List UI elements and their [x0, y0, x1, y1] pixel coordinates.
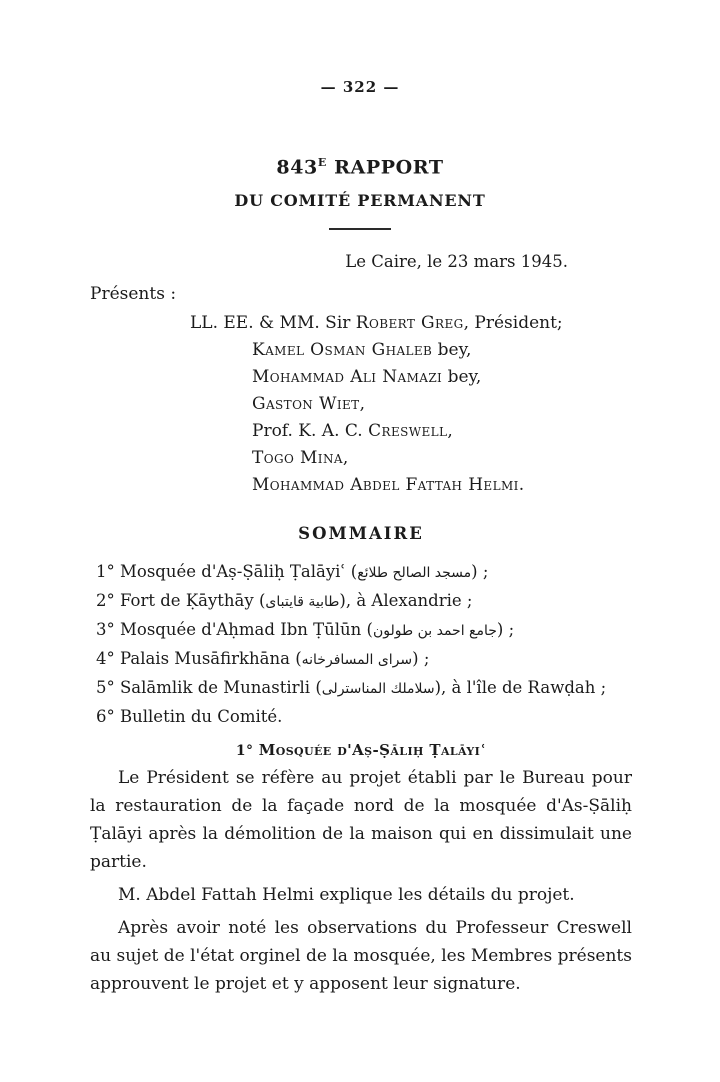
sommaire-item — [96, 703, 632, 732]
paragraph: Le Président se réfère au projet établi par le Bureau pour la restauration de la façade nord de la mosquée d'As-Ṣāliḥ Ṭalāyi après la démolition de la maison qui en dissimulait une partie. — [90, 768, 632, 873]
item-text: Fort de Ḳāythāy ( — [120, 591, 266, 611]
sommaire-item — [96, 558, 632, 587]
sommaire-item — [96, 645, 632, 674]
attendee-name: Togo Mina — [252, 448, 343, 469]
sommaire-list — [96, 558, 632, 732]
paragraph: M. Abdel Fattah Helmi explique les détails du projet. — [118, 885, 575, 906]
item-text-after: ) ; — [412, 649, 430, 669]
section-title: Mosquée d'Aṣ-Ṣāliḥ Ṭalāyiʿ — [258, 741, 487, 760]
attendee-suffix: bey, — [442, 367, 482, 388]
sommaire-title: SOMMAIRE — [298, 524, 424, 544]
sommaire-item — [96, 587, 632, 616]
attendee-suffix: , — [447, 421, 453, 442]
page-number: — 322 — — [320, 78, 400, 96]
report-subtitle: DU COMITÉ PERMANENT — [234, 191, 486, 211]
item-number: 1° — [96, 562, 115, 582]
arabic-text: سلاملك المناسترلى — [321, 681, 435, 698]
arabic-text: طابية قايتباى — [265, 594, 340, 611]
item-text-after: ), à Alexandrie ; — [339, 591, 473, 611]
title-rest: RAPPORT — [326, 156, 444, 179]
item-number: 6° — [96, 707, 115, 727]
attendee-line — [190, 472, 632, 499]
item-text-after: ) ; — [471, 562, 489, 582]
attendee-line — [190, 418, 632, 445]
arabic-text: جامع احمد بن طولون — [373, 623, 497, 640]
attendee-name: Mohammad Ali Namazi — [252, 367, 443, 388]
section-heading — [90, 741, 632, 759]
attendee-prefix: Prof. K. A. C. — [252, 421, 369, 442]
item-number: 5° — [96, 678, 115, 698]
arabic-text: سراى المسافرخانه — [301, 652, 413, 669]
item-text-after: ) ; — [496, 620, 515, 640]
item-number: 3° — [96, 620, 115, 640]
attendee-line — [190, 364, 632, 391]
item-text: Mosquée d'Aḥmad Ibn Ṭūlūn ( — [120, 620, 373, 640]
attendee-line — [190, 310, 632, 337]
attendee-suffix: , — [359, 394, 365, 415]
report-title — [0, 156, 720, 178]
attendees-list — [190, 310, 632, 499]
item-text: Salāmlik de Munastirli ( — [120, 678, 322, 698]
attendee-name: Gaston Wiet — [252, 394, 360, 415]
paragraph: Après avoir noté les observations du Professeur Creswell au sujet de l'état orginel de la mosquée, les Membres présents approuvent le projet et y apposent leur signature. — [90, 918, 632, 995]
arabic-text: مسجد الصالح طلائع — [357, 565, 472, 582]
attendee-suffix: . — [518, 475, 525, 496]
item-number: 2° — [96, 591, 115, 611]
presents-label: Présents : — [90, 284, 177, 305]
attendee-name: Mohammad Abdel Fattah Helmi — [252, 475, 519, 496]
dateline: Le Caire, le 23 mars 1945. — [345, 252, 568, 272]
page-content — [0, 252, 720, 998]
attendee-name: Creswell — [368, 421, 448, 442]
sommaire-item — [96, 616, 632, 645]
section-number: 1° — [235, 743, 254, 760]
attendee-line — [190, 337, 632, 364]
attendee-suffix: bey, — [432, 340, 472, 361]
item-text: Mosquée d'Aṣ-Ṣāliḥ Ṭalāyiʿ ( — [120, 562, 358, 582]
sommaire-item — [96, 674, 632, 703]
attendee-name: Kamel Osman Ghaleb — [252, 340, 433, 361]
item-number: 4° — [96, 649, 115, 669]
attendee-prefix: LL. EE. & MM. Sir — [190, 313, 356, 334]
attendee-name: Robert Greg — [355, 313, 464, 334]
item-text: Bulletin du Comité. — [120, 707, 283, 727]
attendee-suffix: , — [342, 448, 349, 469]
title-superscript: E — [317, 156, 327, 169]
attendee-suffix: , Président; — [463, 313, 563, 334]
divider-rule — [329, 228, 391, 230]
item-text: Palais Musāfirkhāna ( — [120, 649, 302, 669]
attendee-line — [190, 391, 632, 418]
attendee-line — [190, 445, 632, 472]
title-number: 843 — [276, 156, 318, 179]
item-text-after: ), à l'île de Rawḍah ; — [434, 678, 607, 698]
